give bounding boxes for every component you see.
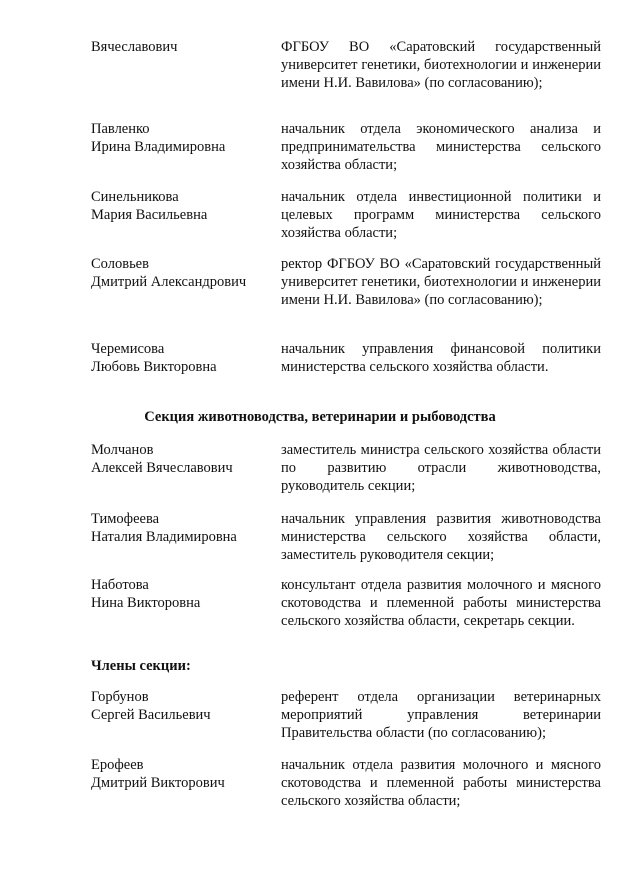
given-names: Дмитрий Александрович <box>91 274 247 290</box>
person-name <box>91 255 276 291</box>
given-names: Любовь Викторовна <box>91 359 217 375</box>
name-line: Вячеславович <box>91 39 178 55</box>
surname: Горбунов <box>91 689 149 705</box>
person-position: заместитель министра сельского хозяйства области по развитию отрасли животноводства, руководитель секции; <box>281 442 601 494</box>
person-name <box>91 38 276 56</box>
person-position: референт отдела организации ветеринарных мероприятий управления ветеринарии Правительства области (по согласованию); <box>281 689 601 741</box>
person-name <box>91 340 276 376</box>
person-name <box>91 120 276 156</box>
surname: Соловьев <box>91 256 149 272</box>
person-position: начальник отдела инвестиционной политики и целевых программ министерства сельского хозяйства области; <box>281 189 601 241</box>
surname: Молчанов <box>91 442 154 458</box>
person-position: ФГБОУ ВО «Саратовский государственный университет генетики, биотехнологии и инженерии имени Н.И. Вавилова» (по согласованию); <box>281 39 601 91</box>
person-position: начальник отдела экономического анализа и предпринимательства министерства сельского хозяйства области; <box>281 121 601 173</box>
person-name <box>91 441 276 477</box>
given-names: Сергей Васильевич <box>91 707 211 723</box>
surname: Тимофеева <box>91 511 160 527</box>
person-position: начальник отдела развития молочного и мясного скотоводства и племенной работы министерства сельского хозяйства области; <box>281 757 601 809</box>
members-label: Члены секции: <box>91 658 191 674</box>
given-names: Дмитрий Викторович <box>91 775 225 791</box>
person-name <box>91 756 276 792</box>
section-heading: Секция животноводства, ветеринарии и рыбоводства <box>144 409 496 425</box>
given-names: Алексей Вячеславович <box>91 460 233 476</box>
person-name <box>91 688 276 724</box>
surname: Павленко <box>91 121 150 137</box>
person-position: консультант отдела развития молочного и мясного скотоводства и племенной работы министерства сельского хозяйства области, секретарь секции. <box>281 577 601 629</box>
person-name <box>91 188 276 224</box>
given-names: Мария Васильевна <box>91 207 208 223</box>
person-name <box>91 576 276 612</box>
person-name <box>91 510 276 546</box>
person-position: начальник управления финансовой политики министерства сельского хозяйства области. <box>281 341 601 375</box>
given-names: Ирина Владимировна <box>91 139 226 155</box>
surname: Синельникова <box>91 189 179 205</box>
given-names: Наталия Владимировна <box>91 529 237 545</box>
surname: Наботова <box>91 577 149 593</box>
given-names: Нина Викторовна <box>91 595 201 611</box>
person-position: начальник управления развития животноводства министерства сельского хозяйства области, заместитель руководителя секции; <box>281 511 601 563</box>
person-position: ректор ФГБОУ ВО «Саратовский государственный университет генетики, биотехнологии и инженерии имени Н.И. Вавилова» (по согласованию); <box>281 256 601 308</box>
surname: Черемисова <box>91 341 165 357</box>
surname: Ерофеев <box>91 757 144 773</box>
